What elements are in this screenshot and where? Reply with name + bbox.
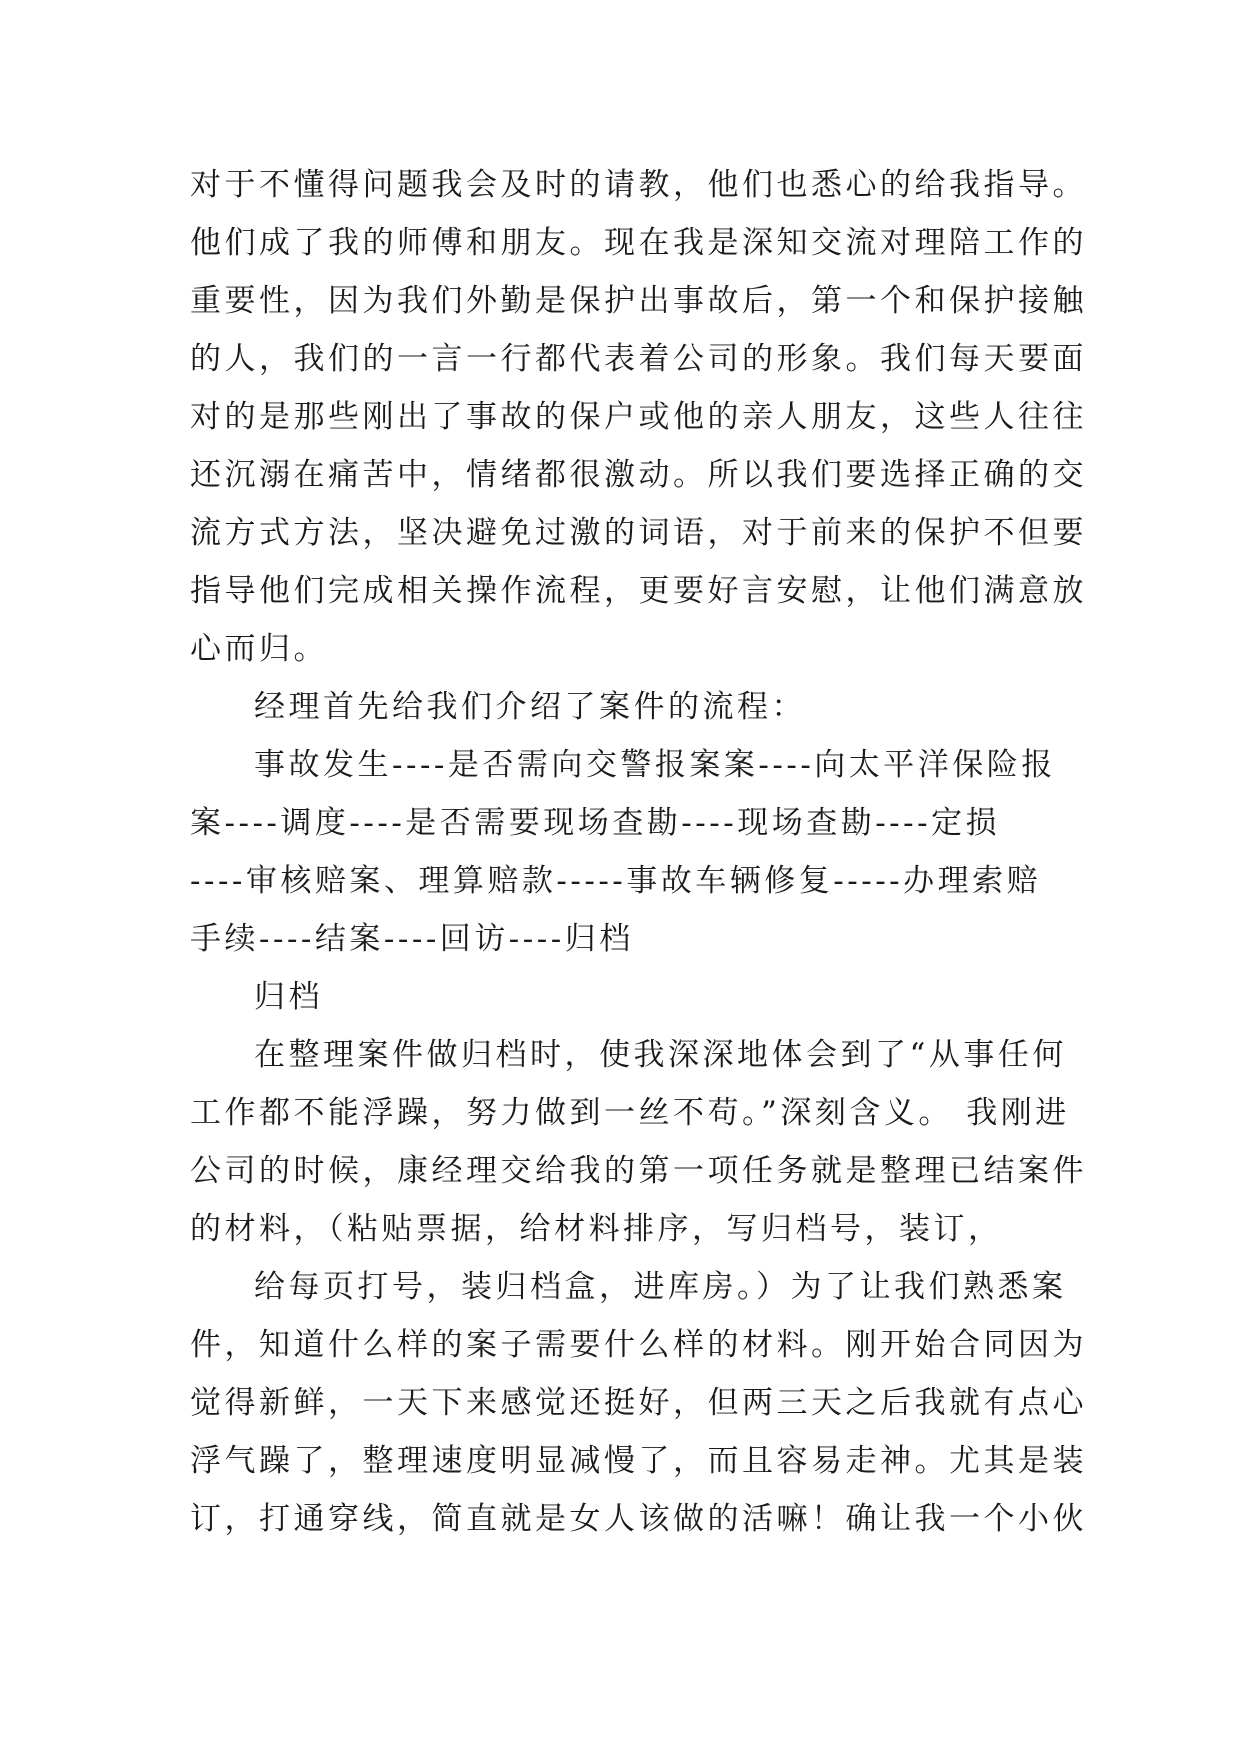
text-line: 案----调度----是否需要现场查勘----现场查勘----定损 bbox=[190, 805, 1001, 841]
text-line: 件，知道什么样的案子需要什么样的材料。刚开始合同因为 bbox=[190, 1327, 1087, 1363]
text-line: 浮气躁了，整理速度明显减慢了，而且容易走神。尤其是装 bbox=[190, 1443, 1087, 1479]
text-line: 的材料，（粘贴票据，给材料排序，写归档号，装订， bbox=[190, 1211, 1003, 1247]
text-line: 重要性，因为我们外勤是保护出事故后，第一个和保护接触 bbox=[190, 283, 1087, 319]
text-line: 还沉溺在痛苦中，情绪都很激动。所以我们要选择正确的交 bbox=[190, 457, 1087, 493]
text-line: 订，打通穿线，简直就是女人该做的活嘛！确让我一个小伙 bbox=[190, 1501, 1087, 1537]
text-line: 工作都不能浮躁，努力做到一丝不苟。”深刻含义。 我刚进 bbox=[190, 1095, 1070, 1131]
text-line: 对的是那些刚出了事故的保户或他的亲人朋友，这些人往往 bbox=[190, 399, 1087, 435]
paragraph-start-line: 给每页打号，装归档盒，进库房。）为了让我们熟悉案 bbox=[254, 1269, 1067, 1305]
text-line: ----审核赔案、理算赔款-----事故车辆修复-----办理索赔 bbox=[190, 863, 1042, 899]
text-line: 对于不懂得问题我会及时的请教，他们也悉心的给我指导。 bbox=[190, 167, 1087, 203]
paragraph-start-line: 事故发生----是否需向交警报案案----向太平洋保险报 bbox=[254, 747, 1056, 783]
text-line: 公司的时候，康经理交给我的第一项任务就是整理已结案件 bbox=[190, 1153, 1087, 1189]
text-line: 的人，我们的一言一行都代表着公司的形象。我们每天要面 bbox=[190, 341, 1087, 377]
paragraph-start-line: 在整理案件做归档时，使我深深地体会到了“从事任何 bbox=[254, 1037, 1067, 1073]
text-line: 觉得新鲜，一天下来感觉还挺好，但两三天之后我就有点心 bbox=[190, 1385, 1087, 1421]
text-line: 流方式方法，坚决避免过激的词语，对于前来的保护不但要 bbox=[190, 515, 1087, 551]
text-line: 指导他们完成相关操作流程，更要好言安慰，让他们满意放 bbox=[190, 573, 1087, 609]
text-line: 心而归。 bbox=[190, 631, 328, 667]
paragraph-start-line: 经理首先给我们介绍了案件的流程： bbox=[254, 689, 806, 725]
section-heading: 归档 bbox=[254, 979, 323, 1015]
text-line: 手续----结案----回访----归档 bbox=[190, 921, 634, 957]
text-line: 他们成了我的师傅和朋友。现在我是深知交流对理陪工作的 bbox=[190, 225, 1087, 261]
body-text bbox=[190, 156, 1087, 1548]
